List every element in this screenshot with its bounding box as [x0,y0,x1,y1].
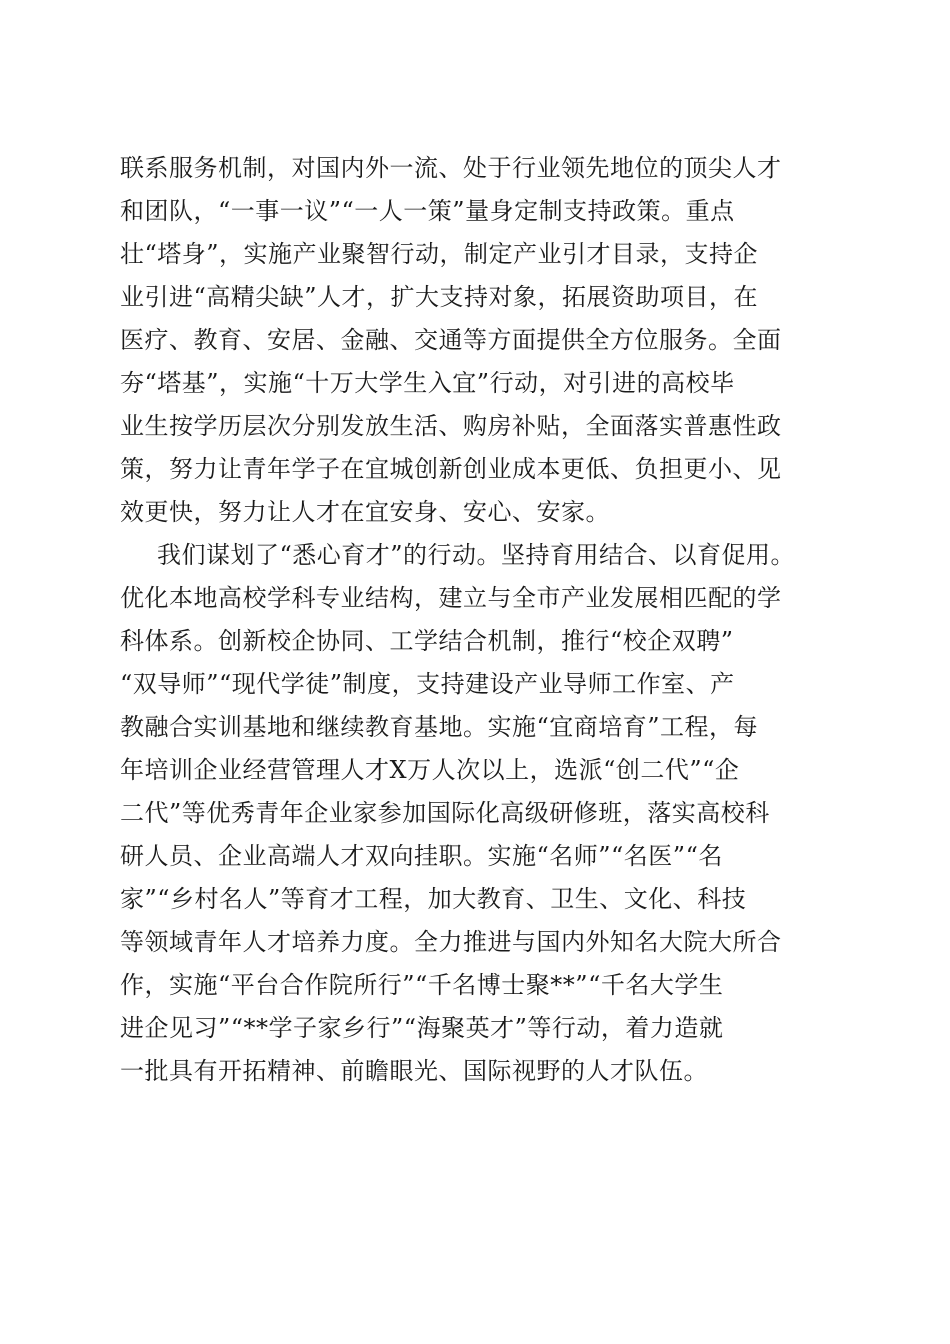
text-line: 效更快，努力让人才在宜安身、安心、安家。 [120,498,610,526]
paragraph-2 [120,534,860,1093]
text-line: 等领域青年人才培养力度。全力推进与国内外知名大院大所合 [120,928,782,956]
text-line: 家”“乡村名人”等育才工程，加大教育、卫生、文化、科技 [120,885,747,913]
document-body [120,147,860,1093]
text-line: 作，实施“平台合作院所行”“千名博士聚**”“千名大学生 [120,971,724,999]
text-line: 教融合实训基地和继续教育基地。实施“宜商培育”工程，每 [120,713,759,741]
text-line: 业生按学历层次分别发放生活、购房补贴，全面落实普惠性政 [120,412,782,440]
text-line: 夯“塔基”，实施“十万大学生入宜”行动，对引进的高校毕 [120,369,735,397]
text-line: 联系服务机制，对国内外一流、处于行业领先地位的顶尖人才 [120,154,782,182]
text-line: 业引进“高精尖缺”人才，扩大支持对象，拓展资助项目，在 [120,283,759,311]
text-line: 科体系。创新校企协同、工学结合机制，推行“校企双聘” [120,627,734,655]
text-line: 和团队，“一事一议”“一人一策”量身定制支持政策。重点 [120,197,735,225]
text-line: 年培训企业经营管理人才X万人次以上，选派“创二代”“企 [120,756,740,784]
text-line: 一批具有开拓精神、前瞻眼光、国际视野的人才队伍。 [120,1057,708,1085]
text-line: 我们谋划了“悉心育才”的行动。坚持育用结合、以育促用。 [157,541,796,569]
text-line: 二代”等优秀青年企业家参加国际化高级研修班，落实高校科 [120,799,770,827]
text-line: 优化本地高校学科专业结构，建立与全市产业发展相匹配的学 [120,584,782,612]
text-line: 策，努力让青年学子在宜城创新创业成本更低、负担更小、见 [120,455,782,483]
text-line: 医疗、教育、安居、金融、交通等方面提供全方位服务。全面 [120,326,782,354]
text-line: 进企见习”“**学子家乡行”“海聚英才”等行动，着力造就 [120,1014,724,1042]
text-line: 壮“塔身”，实施产业聚智行动，制定产业引才目录，支持企 [120,240,759,268]
paragraph-1 [120,147,860,534]
text-line: 研人员、企业高端人才双向挂职。实施“名师”“名医”“名 [120,842,723,870]
text-line: “双导师”“现代学徒”制度，支持建设产业导师工作室、产 [120,670,735,698]
